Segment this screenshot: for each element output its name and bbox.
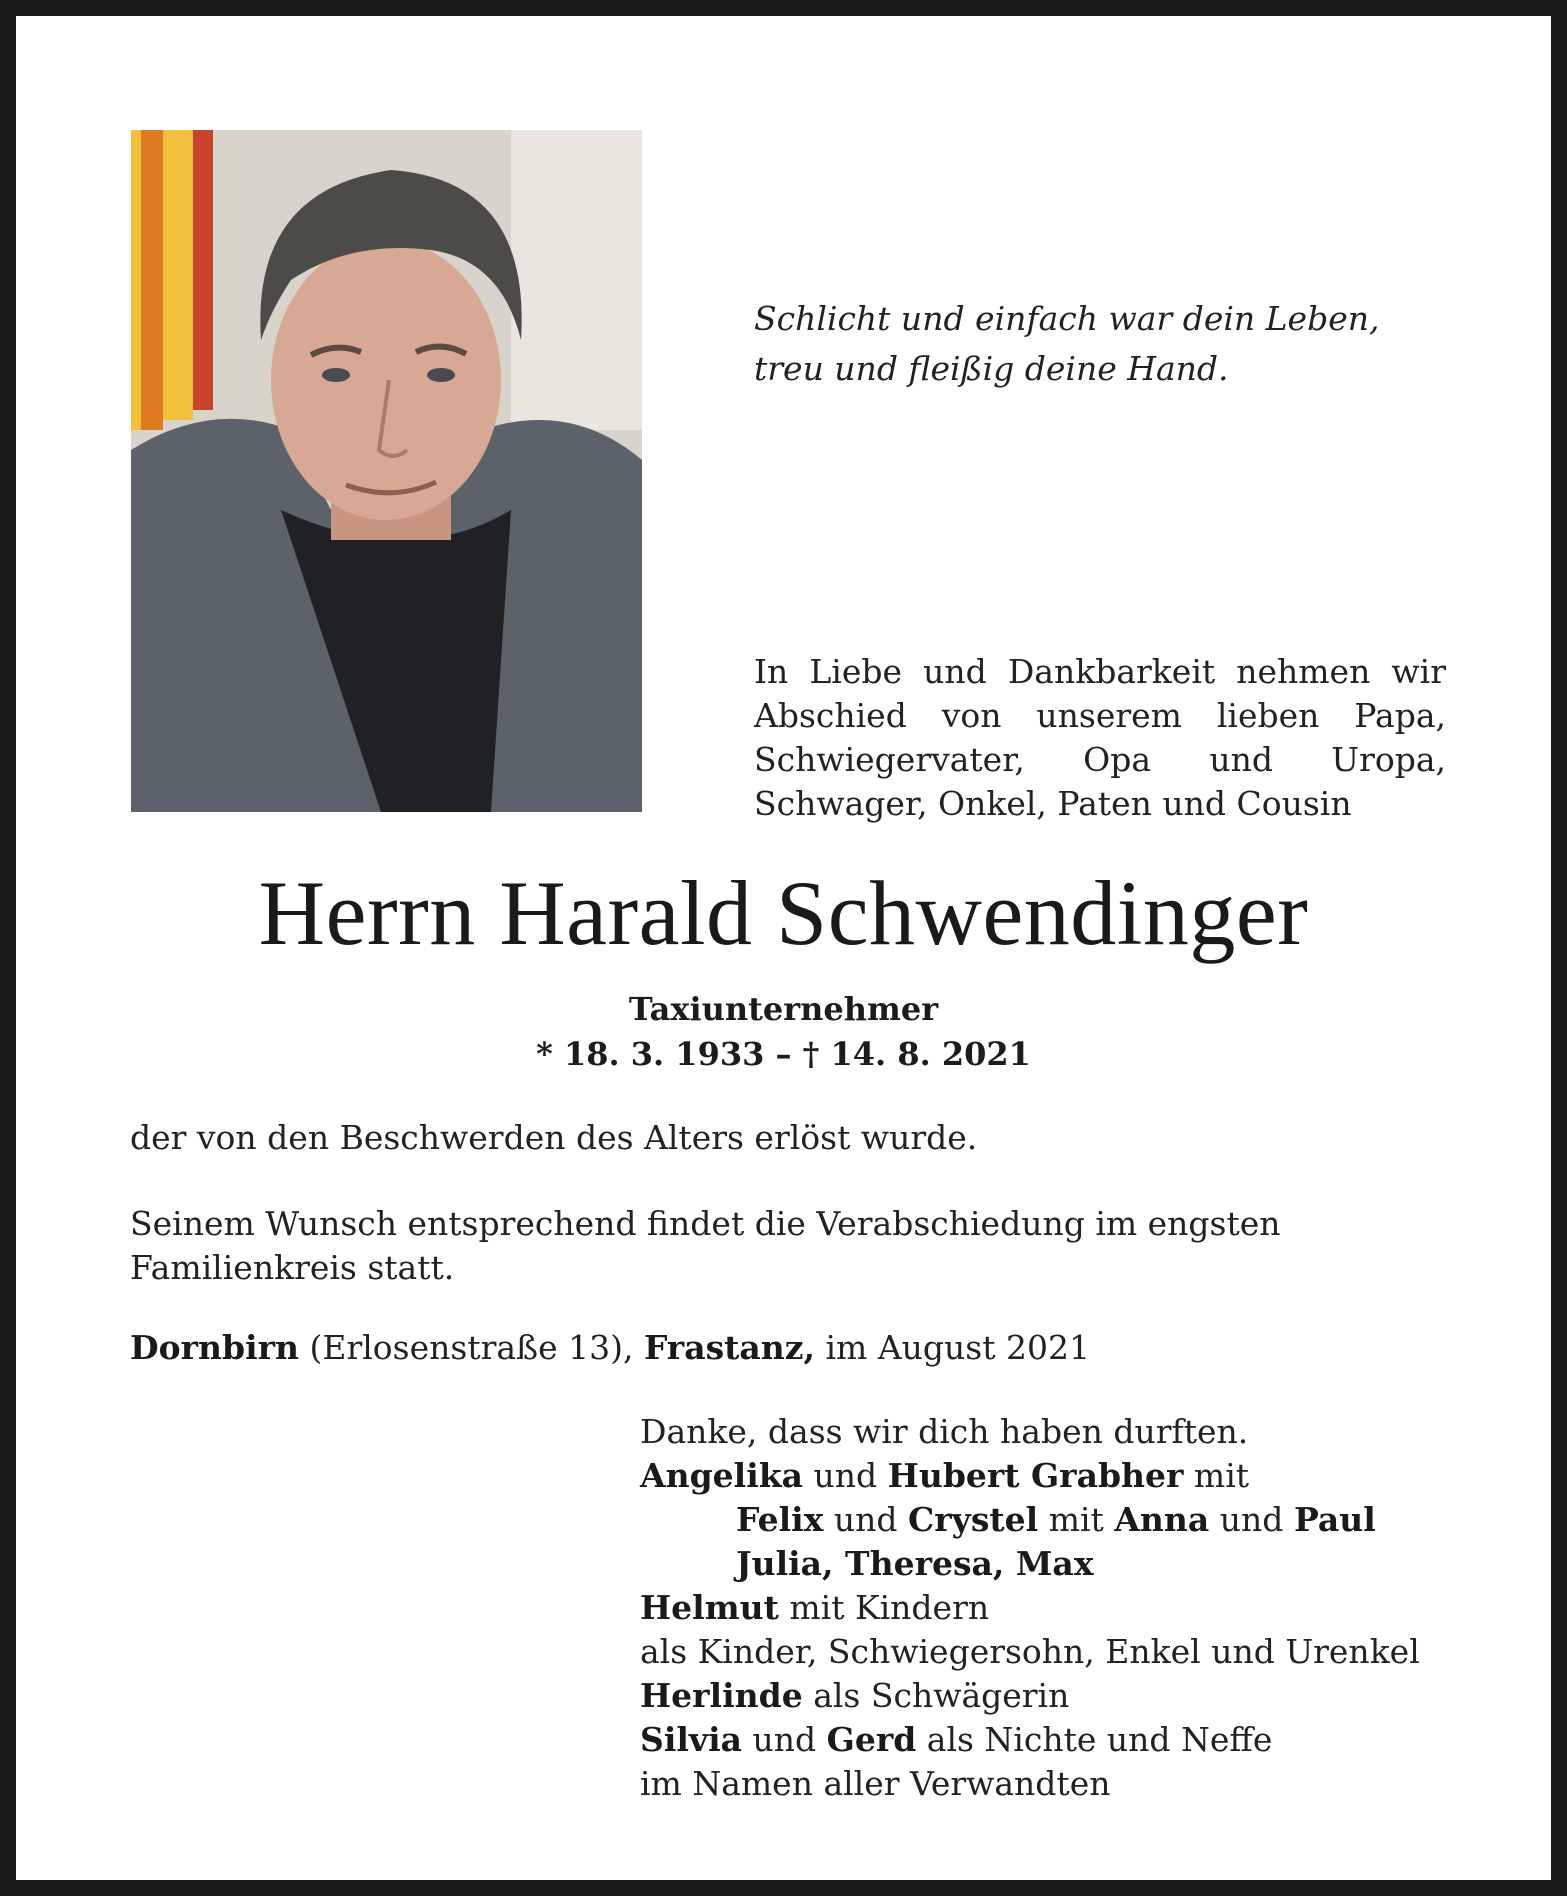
family-line-6	[640, 1674, 1460, 1718]
family-name: Felix	[736, 1500, 824, 1539]
quote-line-1: Schlicht und einfach war dein Leben,	[754, 299, 1380, 338]
family-text: und	[752, 1720, 817, 1759]
family-text: als Schwägerin	[813, 1676, 1070, 1715]
date-text: im August 2021	[825, 1328, 1090, 1367]
family-line-5	[640, 1630, 1460, 1674]
life-dates: * 18. 3. 1933 – † 14. 8. 2021	[536, 1035, 1031, 1073]
family-text: im Namen aller Verwandten	[640, 1764, 1111, 1803]
family-name: Gerd	[826, 1720, 917, 1759]
family-name: Hubert Grabher	[887, 1456, 1184, 1495]
family-line-3	[640, 1542, 1460, 1586]
family-name: Silvia	[640, 1720, 742, 1759]
address: (Erlosenstraße 13),	[309, 1328, 634, 1367]
family-text: und	[833, 1500, 898, 1539]
family-line-4	[640, 1586, 1460, 1630]
family-text: mit Kindern	[789, 1588, 990, 1627]
portrait-illustration	[131, 130, 642, 812]
family-name: Anna	[1114, 1500, 1210, 1539]
intro-paragraph: In Liebe und Dankbarkeit nehmen wir Abschied von unserem lieben Papa, Schwiegervater, Opa und Uropa, Schwager, Onkel, Paten und Cousin	[754, 652, 1446, 823]
family-line-8	[640, 1762, 1460, 1806]
relief-sentence: der von den Beschwerden des Alters erlöst wurde.	[130, 1118, 978, 1157]
deceased-name: Herrn Harald Schwendinger	[258, 862, 1309, 964]
family-name: Herlinde	[640, 1676, 803, 1715]
portrait-photo	[131, 130, 642, 812]
family-text: mit	[1193, 1456, 1250, 1495]
place-dornbirn: Dornbirn	[130, 1328, 299, 1367]
place-date-line	[130, 1326, 1450, 1370]
family-line-7	[640, 1718, 1460, 1762]
family-text: und	[813, 1456, 878, 1495]
family-name: Helmut	[640, 1588, 779, 1627]
family-text: als Nichte und Neffe	[926, 1720, 1273, 1759]
family-name: Julia, Theresa, Max	[736, 1544, 1094, 1583]
family-text: und	[1219, 1500, 1284, 1539]
obituary-page	[16, 16, 1551, 1880]
family-signatures	[640, 1410, 1460, 1806]
place-frastanz: Frastanz,	[643, 1328, 815, 1367]
funeral-note: Seinem Wunsch entsprechend findet die Verabschiedung im engsten Familienkreis statt.	[130, 1204, 1281, 1287]
quote-line-2: treu und fleißig deine Hand.	[754, 349, 1229, 388]
family-line-2	[640, 1498, 1460, 1542]
memorial-quote	[754, 294, 1394, 394]
thanks-line: Danke, dass wir dich haben durften.	[640, 1412, 1249, 1451]
family-line-1	[640, 1454, 1460, 1498]
family-text: als Kinder, Schwiegersohn, Enkel und Urenkel	[640, 1632, 1420, 1671]
family-name: Paul	[1293, 1500, 1376, 1539]
deceased-profession: Taxiunternehmer	[628, 990, 939, 1028]
family-text: mit	[1048, 1500, 1104, 1539]
family-name: Angelika	[640, 1456, 803, 1495]
family-name: Crystel	[908, 1500, 1039, 1539]
